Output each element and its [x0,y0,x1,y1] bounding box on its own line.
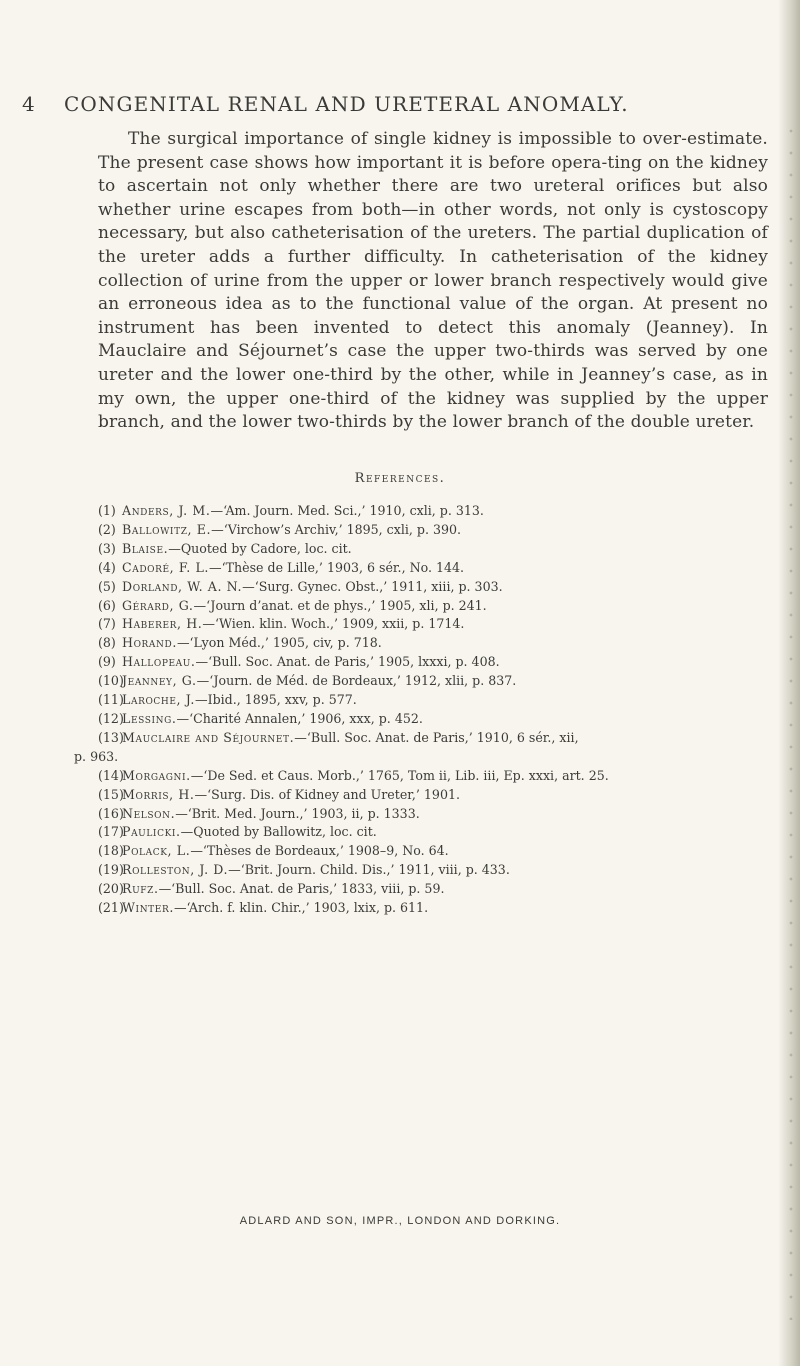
reference-item [98,767,770,786]
reference-number: (15) [98,786,124,802]
reference-number: (17) [98,824,124,840]
references-heading: References. [354,471,446,486]
reference-item [98,861,770,880]
reference-author: Nelson. [122,805,176,821]
reference-author: Morris, H. [122,786,195,802]
reference-author: Paulicki. [122,824,181,840]
reference-continuation [74,748,770,767]
reference-item [98,691,770,710]
reference-number: (19) [98,862,124,878]
reference-item [98,880,770,899]
reference-number: (21) [98,900,124,916]
reference-number: (16) [98,805,124,821]
reference-citation: —‘Bull. Soc. Anat. de Paris,’ 1910, 6 sér., xii, [294,729,579,745]
printer-imprint: ADLARD AND SON, IMPR., LONDON AND DORKING. [239,1215,561,1227]
reference-number: (11) [98,692,124,708]
reference-item [98,521,770,540]
reference-number: (14) [98,767,124,783]
reference-item [98,672,770,691]
reference-number: (5) [98,578,116,594]
reference-continuation-text: p. 963. [74,748,119,764]
reference-item [98,559,770,578]
reference-author: Hallopeau. [122,654,196,670]
reference-author: Horand. [122,635,177,651]
reference-item [98,597,770,616]
reference-number: (13) [98,729,124,745]
reference-citation: —Quoted by Ballowitz, loc. cit. [180,824,377,840]
reference-author: Ballowitz, E. [122,521,212,537]
reference-citation: —‘Wien. klin. Woch.,’ 1909, xxii, p. 1714. [202,616,465,632]
reference-item [98,786,770,805]
reference-citation: —‘Surg. Dis. of Kidney and Ureter,’ 1901. [194,786,460,802]
reference-author: Jeanney, G. [122,673,197,689]
reference-author: Anders, J. M. [122,503,211,518]
reference-citation: —‘Journ d’anat. et de phys.,’ 1905, xli, p. 241. [193,597,487,613]
reference-item [98,653,770,672]
reference-item [98,615,770,634]
reference-citation: —‘Thèses de Bordeaux,’ 1908–9, No. 64. [190,843,449,859]
page-number: 4 [22,92,36,116]
reference-number: (12) [98,710,124,726]
references-list [74,502,770,918]
reference-author: Rolleston, J. D. [122,862,229,878]
page-header [22,92,772,122]
reference-number: (3) [98,540,116,556]
reference-author: Winter. [122,900,174,916]
reference-number: (8) [98,635,116,651]
reference-citation: —‘Bull. Soc. Anat. de Paris,’ 1905, lxxxi, p. 408. [195,654,500,670]
reference-author: Blaise. [122,540,169,556]
reference-author: Rufz. [122,881,159,897]
reference-item [98,842,770,861]
reference-author: Cadoré, F. L. [122,559,210,575]
reference-citation: —‘Thèse de Lille,’ 1903, 6 sér., No. 144. [209,559,464,575]
reference-number: (1) [98,503,116,518]
reference-item [98,502,770,521]
reference-author: Morgagni. [122,767,191,783]
reference-item [98,578,770,597]
reference-item [98,805,770,824]
reference-item [98,729,770,748]
reference-item [98,634,770,653]
reference-author: Gérard, G. [122,597,194,613]
reference-number: (10) [98,673,124,689]
reference-number: (6) [98,597,116,613]
reference-citation: —‘Virchow’s Archiv,’ 1895, cxli, p. 390. [211,521,461,537]
reference-author: Mauclaire and Séjournet. [122,729,295,745]
reference-citation: —‘Arch. f. klin. Chir.,’ 1903, lxix, p. 611. [173,900,429,916]
reference-number: (2) [98,521,116,537]
reference-citation: —‘Bull. Soc. Anat. de Paris,’ 1833, viii, p. 59. [158,881,445,897]
reference-citation: —‘Am. Journ. Med. Sci.,’ 1910, cxli, p. 313. [210,503,484,518]
reference-citation: —‘Surg. Gynec. Obst.,’ 1911, xiii, p. 303. [242,578,503,594]
reference-citation: —Ibid., 1895, xxv, p. 577. [195,692,357,708]
reference-author: Haberer, H. [122,616,203,632]
reference-item [98,899,770,918]
reference-citation: —‘Brit. Med. Journ.,’ 1903, ii, p. 1333. [175,805,420,821]
reference-item [98,710,770,729]
reference-citation: —‘Brit. Journ. Child. Dis.,’ 1911, viii, p. 433. [228,862,510,878]
reference-citation: —‘Journ. de Méd. de Bordeaux,’ 1912, xlii, p. 837. [196,673,517,689]
reference-item [98,823,770,842]
reference-author: Polack, L. [122,843,191,859]
reference-citation: —‘Charité Annalen,’ 1906, xxx, p. 452. [176,710,423,726]
running-head: CONGENITAL RENAL AND URETERAL ANOMALY. [64,92,629,116]
reference-author: Lessing. [122,710,177,726]
reference-citation: —‘Lyon Méd.,’ 1905, civ, p. 718. [176,635,382,651]
reference-number: (9) [98,654,116,670]
reference-author: Laroche, J. [122,692,196,708]
reference-citation: —‘De Sed. et Caus. Morb.,’ 1765, Tom ii, Lib. iii, Ep. xxxi, art. 25. [190,767,609,783]
body-paragraph: The surgical importance of single kidney is impossible to over-estimate. The present case shows how important it is before opera-ting on the kidney to ascertain not only whether there are two ureteral orifices but also whether urine escapes from both—in other words, not only is cystoscopy necessary, but also catheterisation of the ureters. The partial duplication of the ureter adds a further difficulty. In catheterisation of the kidney collection of urine from the upper or lower branch respectively would give an erroneous idea as to the functional value of the organ. At present no instrument has been invented to detect this anomaly (Jeanney). In Mauclaire and Séjournet’s case the upper two-thirds was served by one ureter and the lower one-third by the other, while in Jeanney’s case, as in my own, the upper one-third of the kidney was supplied by the upper branch, and the lower two-thirds by the lower branch of the double ureter. [98,129,768,433]
reference-number: (7) [98,616,116,632]
binding-texture [786,120,796,1320]
reference-item [98,540,770,559]
reference-number: (20) [98,881,124,897]
reference-number: (4) [98,559,116,575]
reference-author: Dorland, W. A. N. [122,578,243,594]
reference-citation: —Quoted by Cadore, loc. cit. [168,540,352,556]
reference-number: (18) [98,843,124,859]
